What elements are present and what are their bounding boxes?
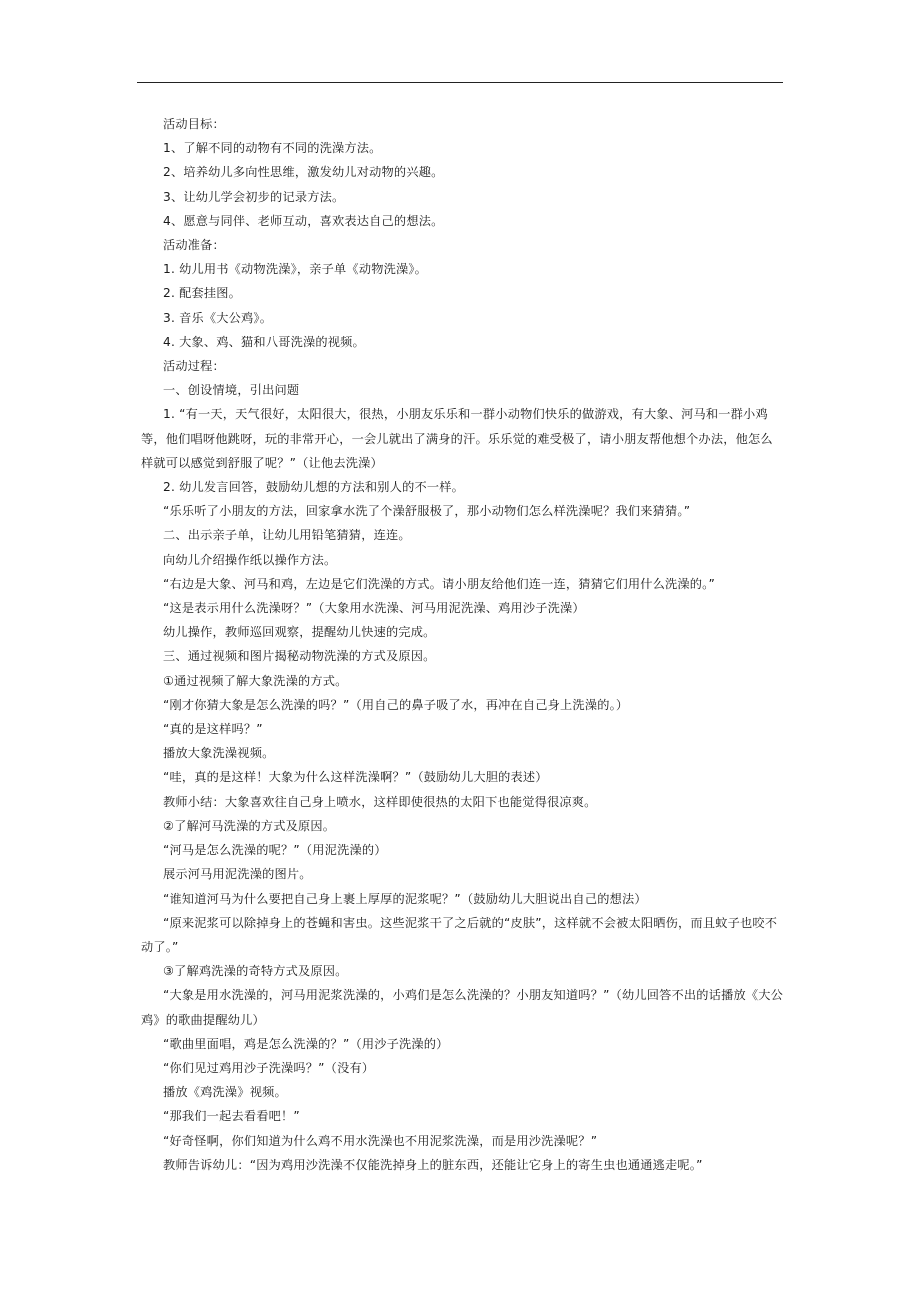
paragraph: 活动准备： [163, 238, 225, 253]
paragraph: 1. 幼儿用书《动物洗澡》，亲子单《动物洗澡》。 [163, 262, 428, 277]
paragraph: 播放《鸡洗澡》视频。 [163, 1085, 287, 1100]
paragraph: ③了解鸡洗澡的奇特方式及原因。 [163, 964, 348, 979]
paragraph: “刚才你猜大象是怎么洗澡的吗？”（用自己的鼻子吸了水，再冲在自己身上洗澡的。） [163, 697, 629, 712]
paragraph: 4、愿意与同伴、老师互动，喜欢表达自己的想法。 [163, 213, 444, 228]
paragraph: “好奇怪啊，你们知道为什么鸡不用水洗澡也不用泥浆洗澡，而是用沙洗澡呢？” [163, 1133, 598, 1148]
paragraph: 教师告诉幼儿：“因为鸡用沙洗澡不仅能洗掉身上的脏东西，还能让它身上的寄生虫也通通逃走呢。” [163, 1157, 703, 1172]
document-body [141, 112, 783, 1177]
paragraph: 2. 配套挂图。 [163, 286, 242, 301]
paragraph: 活动过程： [163, 359, 225, 374]
paragraph: 一、创设情境，引出问题 [163, 383, 300, 398]
paragraph: 4. 大象、鸡、猫和八哥洗澡的视频。 [163, 334, 365, 349]
paragraph: 播放大象洗澡视频。 [163, 746, 275, 761]
paragraph: 教师小结：大象喜欢往自己身上喷水，这样即使很热的太阳下也能觉得很凉爽。 [163, 794, 597, 809]
paragraph: “你们见过鸡用沙子洗澡吗？”（没有） [163, 1060, 375, 1075]
paragraph: “乐乐听了小朋友的方法，回家拿水洗了个澡舒服极了，那小动物们怎么样洗澡呢？我们来猜猜。” [163, 504, 691, 519]
paragraph: 三、通过视频和图片揭秘动物洗澡的方式及原因。 [163, 649, 436, 664]
paragraph: 二、出示亲子单，让幼儿用铅笔猜猜，连连。 [163, 528, 411, 543]
paragraph: 2、培养幼儿多向性思维，激发幼儿对动物的兴趣。 [163, 165, 444, 180]
paragraph: “这是表示用什么洗澡呀？”（大象用水洗澡、河马用泥洗澡、鸡用沙子洗澡） [163, 601, 585, 616]
paragraph: 3、让幼儿学会初步的记录方法。 [163, 189, 345, 204]
paragraph: ①通过视频了解大象洗澡的方式。 [163, 673, 348, 688]
paragraph: ②了解河马洗澡的方式及原因。 [163, 818, 336, 833]
paragraph: 展示河马用泥洗澡的图片。 [163, 867, 312, 882]
paragraph: “哇，真的是这样！大象为什么这样洗澡啊？”（鼓励幼儿大胆的表述） [163, 770, 548, 785]
paragraph: “大象是用水洗澡的，河马用泥浆洗澡的，小鸡们是怎么洗澡的？小朋友知道吗？”（幼儿回答不出的话播放《大公鸡》的歌曲提醒幼儿） [141, 988, 784, 1027]
paragraph: 1、了解不同的动物有不同的洗澡方法。 [163, 141, 382, 156]
paragraph: “那我们一起去看看吧！” [163, 1109, 300, 1124]
paragraph: 2. 幼儿发言回答，鼓励幼儿想的方法和别人的不一样。 [163, 480, 465, 495]
paragraph: “右边是大象、河马和鸡，左边是它们洗澡的方式。请小朋友给他们连一连，猜猜它们用什么洗澡的。” [163, 576, 715, 591]
paragraph: 幼儿操作，教师巡回观察，提醒幼儿快速的完成。 [163, 625, 436, 640]
paragraph: “河马是怎么洗澡的呢？”（用泥洗澡的） [163, 843, 387, 858]
paragraph: “谁知道河马为什么要把自己身上裹上厚厚的泥浆呢？”（鼓励幼儿大胆说出自己的想法） [163, 891, 647, 906]
paragraph: “原来泥浆可以除掉身上的苍蝇和害虫。这些泥浆干了之后就的“皮肤”，这样就不会被太阳晒伤，而且蚊子也咬不动了。” [141, 915, 778, 954]
paragraph: 活动目标： [163, 117, 225, 131]
paragraph: 1. “有一天，天气很好，太阳很大，很热，小朋友乐乐和一群小动物们快乐的做游戏，有大象、河马和一群小鸡等，他们唱呀他跳呀，玩的非常开心，一会儿就出了满身的汗。乐乐觉的难受极了，请小朋友帮他想个办法，他怎么样就可以感觉到舒服了呢？”（让他去洗澡） [141, 407, 773, 470]
header-rule [137, 82, 783, 83]
paragraph: “歌曲里面唱，鸡是怎么洗澡的？”（用沙子洗澡的） [163, 1036, 449, 1051]
paragraph: 向幼儿介绍操作纸以操作方法。 [163, 552, 337, 567]
paragraph: “真的是这样吗？” [163, 722, 263, 737]
paragraph: 3. 音乐《大公鸡》。 [163, 310, 273, 325]
